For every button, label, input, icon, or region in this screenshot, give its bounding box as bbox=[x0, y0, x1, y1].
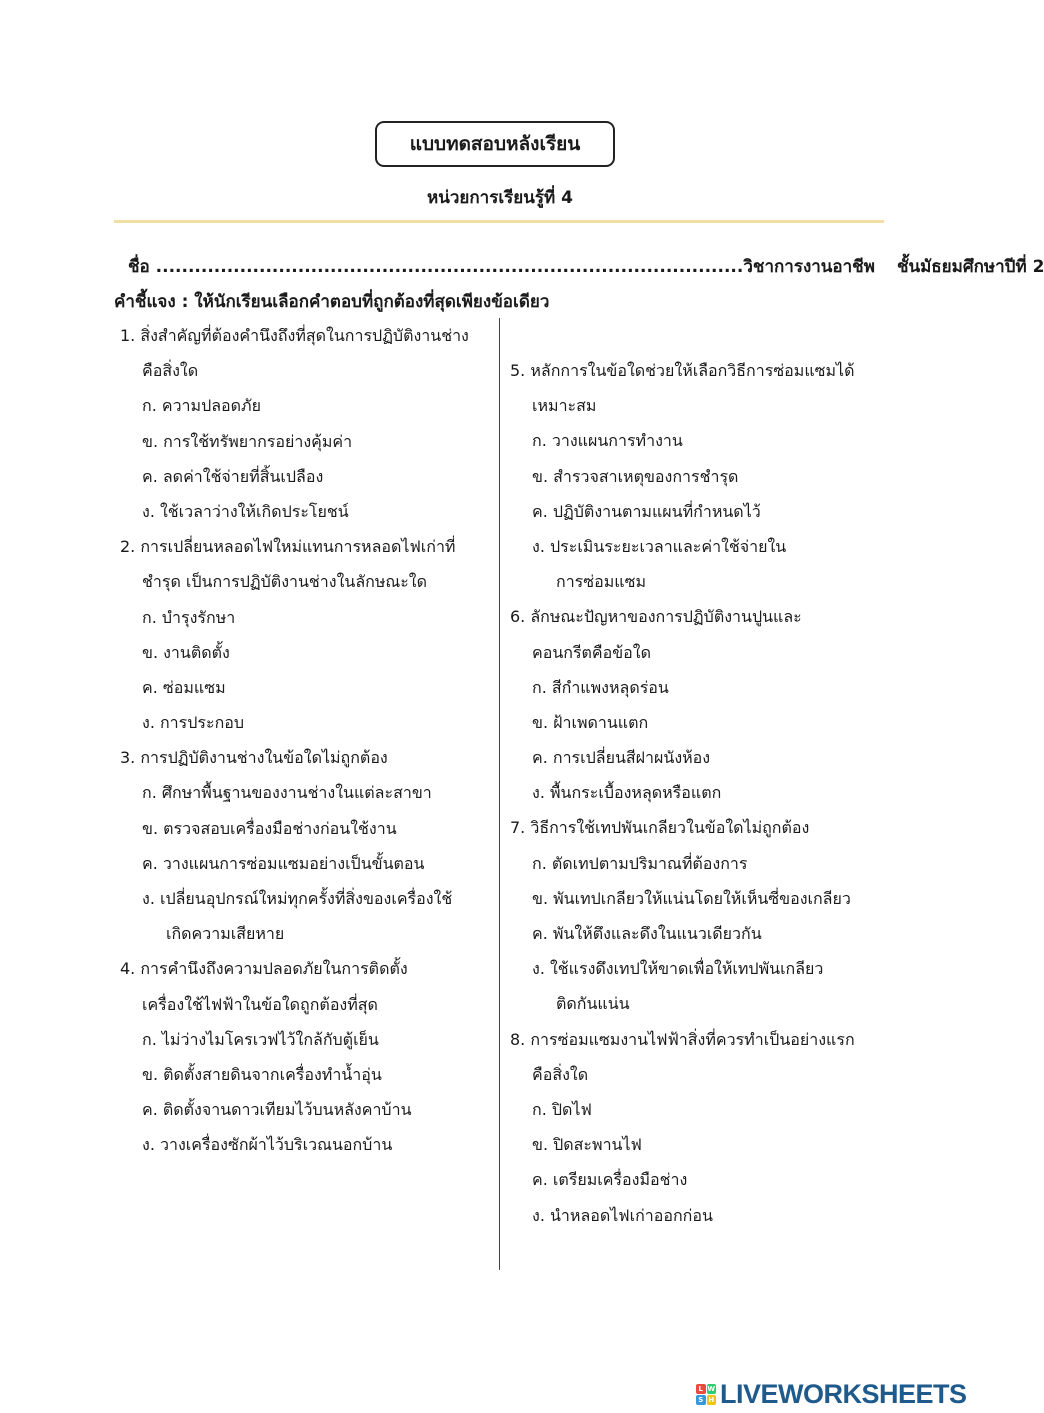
logo-text: LIVEWORKSHEETS bbox=[720, 1378, 967, 1409]
question-text: 4. การคำนึงถึงความปลอดภัยในการติดตั้ง bbox=[120, 959, 408, 979]
question-item bbox=[510, 810, 870, 1021]
answer-choice[interactable]: ง. ประเมินระยะเวลาและค่าใช้จ่ายใน bbox=[532, 536, 787, 556]
answer-choice: การซ่อมแซม bbox=[556, 572, 646, 592]
answer-choice[interactable]: ก. ศึกษาพื้นฐานของงานช่างในแต่ละสาขา bbox=[142, 783, 432, 803]
liveworksheets-logo bbox=[696, 1380, 967, 1408]
answer-choice[interactable]: ง. เปลี่ยนอุปกรณ์ใหม่ทุกครั้งที่สิ่งของเครื่องใช้ bbox=[142, 889, 453, 908]
answer-choice[interactable]: ค. วางแผนการซ่อมแซมอย่างเป็นขั้นตอน bbox=[142, 853, 425, 873]
answer-choice[interactable]: ข. สำรวจสาเหตุของการชำรุด bbox=[532, 466, 739, 486]
answer-choice[interactable]: ง. ใช้เวลาว่างให้เกิดประโยชน์ bbox=[142, 501, 349, 521]
question-item bbox=[120, 740, 495, 951]
column-divider bbox=[499, 318, 500, 1270]
question-text: 8. การซ่อมแซมงานไฟฟ้าสิ่งที่ควรทำเป็นอย่างแรก bbox=[510, 1029, 855, 1049]
question-item bbox=[510, 353, 870, 599]
right-question-column bbox=[510, 353, 870, 1233]
answer-choice: เกิดความเสียหาย bbox=[166, 924, 285, 944]
answer-choice[interactable]: ข. ฝ้าเพดานแตก bbox=[532, 712, 649, 732]
answer-choice[interactable]: ก. ไม่ว่างไมโครเวฟไว้ใกล้กับตู้เย็น bbox=[142, 1029, 379, 1049]
answer-choice[interactable]: ข. พันเทปเกลียวให้แน่นโดยให้เห็นซี่ของเกลียว bbox=[532, 888, 851, 908]
question-text: 2. การเปลี่ยนหลอดไฟใหม่แทนการหลอดไฟเก่าที่ bbox=[120, 537, 456, 557]
answer-choice[interactable]: ข. ติดตั้งสายดินจากเครื่องทำน้ำอุ่น bbox=[142, 1064, 382, 1084]
question-text: 7. วิธีการใช้เทปพันเกลียวในข้อใดไม่ถูกต้อง bbox=[510, 818, 810, 838]
answer-choice[interactable]: ค. ปฏิบัติงานตามแผนที่กำหนดไว้ bbox=[532, 501, 761, 521]
answer-choice[interactable]: ก. ความปลอดภัย bbox=[142, 396, 261, 416]
answer-choice[interactable]: ง. นำหลอดไฟเก่าออกก่อน bbox=[532, 1205, 713, 1225]
unit-subtitle: หน่วยการเรียนรู้ที่ 4 bbox=[427, 188, 573, 208]
answer-choice[interactable]: ค. เตรียมเครื่องมือช่าง bbox=[532, 1170, 688, 1190]
left-question-column bbox=[120, 318, 495, 1163]
instruction: คำชี้แจง : ให้นักเรียนเลือกคำตอบที่ถูกต้องที่สุดเพียงข้อเดียว bbox=[114, 292, 550, 312]
answer-choice[interactable]: ก. บำรุงรักษา bbox=[142, 607, 236, 627]
answer-choice[interactable]: ค. ติดตั้งจานดาวเทียมไว้บนหลังคาบ้าน bbox=[142, 1100, 412, 1120]
answer-choice[interactable]: ข. งานติดตั้ง bbox=[142, 642, 230, 662]
question-item bbox=[510, 599, 870, 810]
question-item bbox=[120, 951, 495, 1162]
answer-choice[interactable]: ก. วางแผนการทำงาน bbox=[532, 431, 683, 451]
question-item bbox=[510, 1022, 870, 1233]
answer-choice[interactable]: ก. ปิดไฟ bbox=[532, 1099, 592, 1119]
question-text: เหมาะสม bbox=[532, 396, 597, 416]
question-text: คอนกรีตคือข้อใด bbox=[532, 642, 651, 662]
answer-choice[interactable]: ค. ลดค่าใช้จ่ายที่สิ้นเปลือง bbox=[142, 466, 324, 486]
answer-choice[interactable]: ง. การประกอบ bbox=[142, 713, 245, 733]
question-item bbox=[120, 318, 495, 529]
logo-tile: W bbox=[707, 1385, 716, 1393]
test-title: แบบทดสอบหลังเรียน bbox=[375, 121, 615, 167]
question-text: 3. การปฏิบัติงานช่างในข้อใดไม่ถูกต้อง bbox=[120, 748, 388, 768]
header-divider bbox=[114, 220, 884, 223]
answer-choice[interactable]: ข. การใช้ทรัพยากรอย่างคุ้มค่า bbox=[142, 431, 353, 451]
question-text: คือสิ่งใด bbox=[532, 1064, 589, 1084]
answer-choice[interactable]: ก. ตัดเทปตามปริมาณที่ต้องการ bbox=[532, 853, 748, 873]
name-field[interactable]: ชื่อ ........................................................................................... bbox=[128, 257, 744, 277]
student-header bbox=[128, 253, 1044, 280]
answer-choice[interactable]: ข. ตรวจสอบเครื่องมือช่างก่อนใช้งาน bbox=[142, 818, 397, 838]
question-text: คือสิ่งใด bbox=[142, 361, 199, 381]
question-text: 1. สิ่งสำคัญที่ต้องคำนึงถึงที่สุดในการปฏิบัติงานช่าง bbox=[120, 326, 469, 345]
answer-choice[interactable]: ก. สีกำแพงหลุดร่อน bbox=[532, 677, 669, 697]
answer-choice[interactable]: ค. ซ่อมแซม bbox=[142, 677, 226, 697]
answer-choice: ติดกันแน่น bbox=[556, 994, 630, 1014]
logo-tile: H bbox=[708, 1396, 715, 1404]
answer-choice[interactable]: ง. ใช้แรงดึงเทปให้ขาดเพื่อให้เทปพันเกลียว bbox=[532, 959, 824, 979]
question-text: 5. หลักการในข้อใดช่วยให้เลือกวิธีการซ่อมแซมได้ bbox=[510, 361, 855, 380]
question-text: ชำรุด เป็นการปฏิบัติงานช่างในลักษณะใด bbox=[142, 572, 428, 592]
subject-label: วิชาการงานอาชีพ bbox=[743, 257, 875, 277]
answer-choice[interactable]: ข. ปิดสะพานไฟ bbox=[532, 1135, 642, 1155]
answer-choice[interactable]: ง. วางเครื่องซักผ้าไว้บริเวณนอกบ้าน bbox=[142, 1135, 393, 1155]
answer-choice[interactable]: ค. พันให้ตึงและดึงในแนวเดียวกัน bbox=[532, 924, 762, 943]
question-text: 6. ลักษณะปัญหาของการปฏิบัติงานปูนและ bbox=[510, 607, 802, 627]
answer-choice[interactable]: ค. การเปลี่ยนสีฝาผนังห้อง bbox=[532, 748, 711, 768]
answer-choice[interactable]: ง. พื้นกระเบื้องหลุดหรือแตก bbox=[532, 783, 722, 803]
grade-label: ชั้นมัธยมศึกษาปีที่ 2 bbox=[896, 257, 1044, 277]
logo-tile: L bbox=[696, 1384, 706, 1394]
logo-tile: S bbox=[696, 1395, 706, 1405]
question-text: เครื่องใช้ไฟฟ้าในข้อใดถูกต้องที่สุด bbox=[142, 994, 378, 1014]
question-item bbox=[120, 529, 495, 740]
logo-icon bbox=[696, 1384, 716, 1404]
